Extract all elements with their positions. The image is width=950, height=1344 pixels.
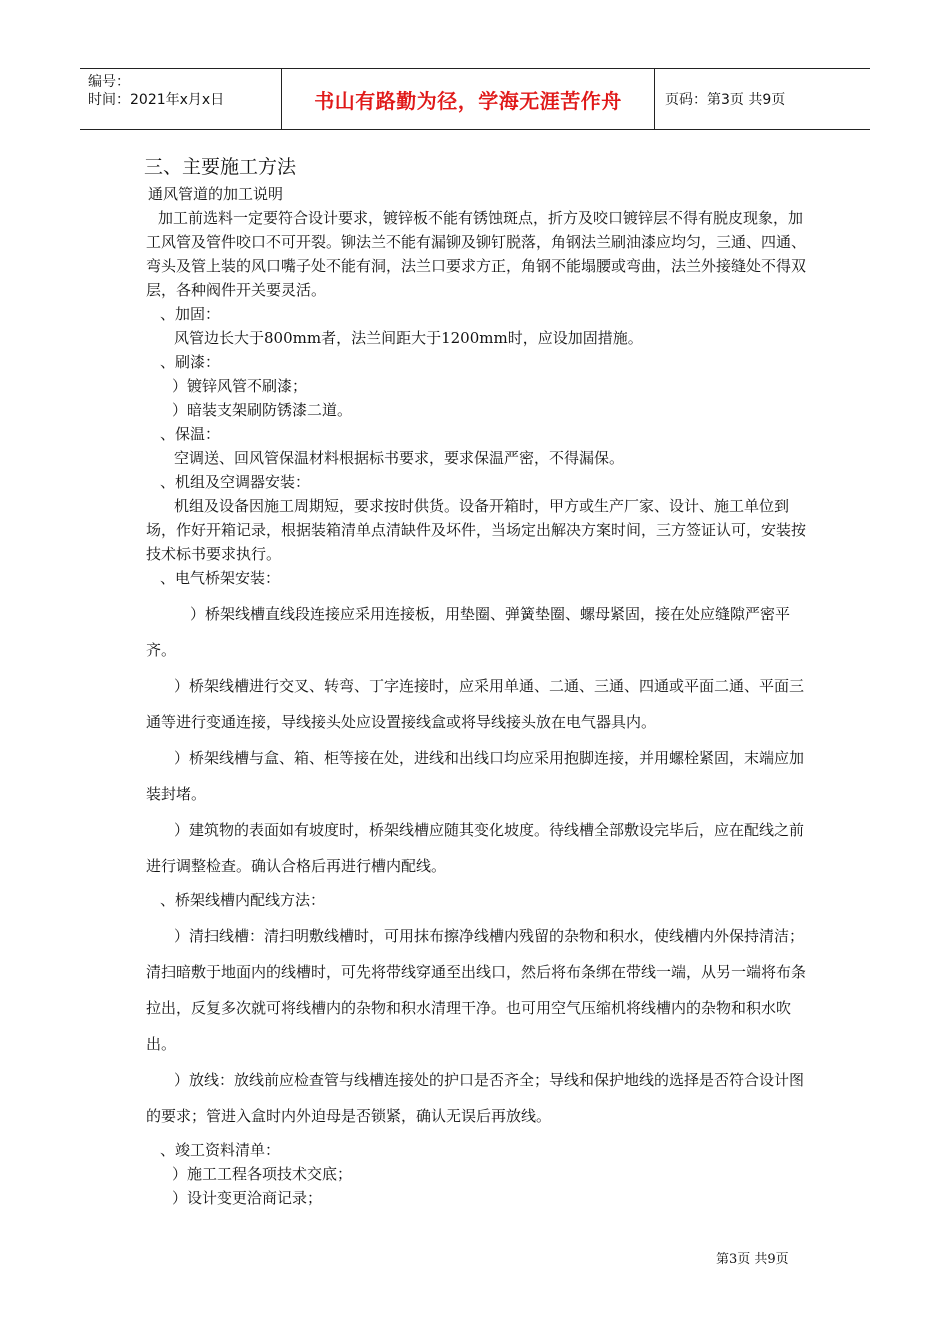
docs-heading: 、竣工资料清单： (160, 1141, 281, 1159)
tray-item: ）桥架线槽进行交叉、转弯、丁字连接时，应采用单通、二通、三通、四通或平面二通、平面三通等进行变通连接，导线接头处应设置接线盒或将导线接头放在电气器具内。 (146, 677, 805, 731)
paint-item: ）镀锌风管不刷漆； (172, 377, 308, 395)
units-text: 机组及设备因施工周期短，要求按时供货。设备开箱时，甲方或生产厂家、设计、施工单位到场，作好开箱记录，根据装箱清单点清缺件及坏件，当场定出解决方案时间，三方签证认可，安装按技术标书要求执行。 (146, 497, 807, 563)
page-header (80, 68, 870, 130)
tray-heading: 、电气桥架安装： (160, 569, 281, 587)
subtitle: 通风管道的加工说明 (148, 185, 284, 203)
page-footer: 第3页 共9页 (716, 1252, 789, 1267)
intro-paragraph: 加工前选料一定要符合设计要求，镀锌板不能有锈蚀斑点，折方及咬口镀锌层不得有脱皮现象，加工风管及管件咬口不可开裂。铆法兰不能有漏铆及铆钉脱落，角钢法兰刷油漆应均匀，三通、四通、弯头及管上装的风口嘴子处不能有洞，法兰口要求方正，角钢不能塌腰或弯曲，法兰外接缝处不得双层，各种阀件开关要灵活。 (146, 209, 807, 299)
docs-item: ）施工工程各项技术交底； (172, 1165, 353, 1183)
reinforce-text: 风管边长大于800mm者，法兰间距大于1200mm时，应设加固措施。 (174, 329, 643, 347)
insulation-heading: 、保温： (160, 425, 221, 443)
tray-item: ）桥架线槽与盒、箱、柜等接在处，进线和出线口均应采用抱脚连接，并用螺栓紧固，末端应加装封堵。 (146, 749, 805, 803)
insulation-text: 空调送、回风管保温材料根据标书要求，要求保温严密，不得漏保。 (174, 449, 625, 467)
wiring-item: ）放线：放线前应检查管与线槽连接处的护口是否齐全；导线和保护地线的选择是否符合设计图的要求；管进入盒时内外迫母是否锁紧，确认无误后再放线。 (146, 1071, 805, 1125)
header-meta (80, 69, 282, 129)
document-body (146, 150, 811, 1210)
paint-heading: 、刷漆： (160, 353, 221, 371)
wiring-item: ）清扫线槽：清扫明敷线槽时，可用抹布擦净线槽内残留的杂物和积水，使线槽内外保持清洁；清扫暗敷于地面内的线槽时，可先将带线穿通至出线口，然后将布条绑在带线一端，从另一端将布条拉出，反复多次就可将线槽内的杂物和积水清理干净。也可用空气压缩机将线槽内的杂物和积水吹出。 (146, 927, 807, 1053)
wiring-heading: 、桥架线槽内配线方法： (160, 891, 326, 909)
section-title: 三、主要施工方法 (144, 156, 297, 178)
number-label: 编号： (88, 74, 130, 90)
paint-item: ）暗装支架刷防锈漆二道。 (172, 401, 353, 419)
reinforce-heading: 、加固： (160, 305, 221, 323)
units-heading: 、机组及空调器安装： (160, 473, 311, 491)
header-page-label: 页码：第3页 共9页 (665, 92, 786, 108)
docs-item: ）设计变更洽商记录； (172, 1189, 323, 1207)
time-label: 时间：2021年x月x日 (88, 92, 225, 108)
header-slogan: 书山有路勤为径，学海无涯苦作舟 (282, 69, 655, 129)
tray-item: ）建筑物的表面如有坡度时，桥架线槽应随其变化坡度。待线槽全部敷设完毕后，应在配线之前进行调整检查。确认合格后再进行槽内配线。 (146, 821, 805, 875)
tray-item: ）桥架线槽直线段连接应采用连接板，用垫圈、弹簧垫圈、螺母紧固，接在处应缝隙严密平齐。 (146, 605, 791, 659)
